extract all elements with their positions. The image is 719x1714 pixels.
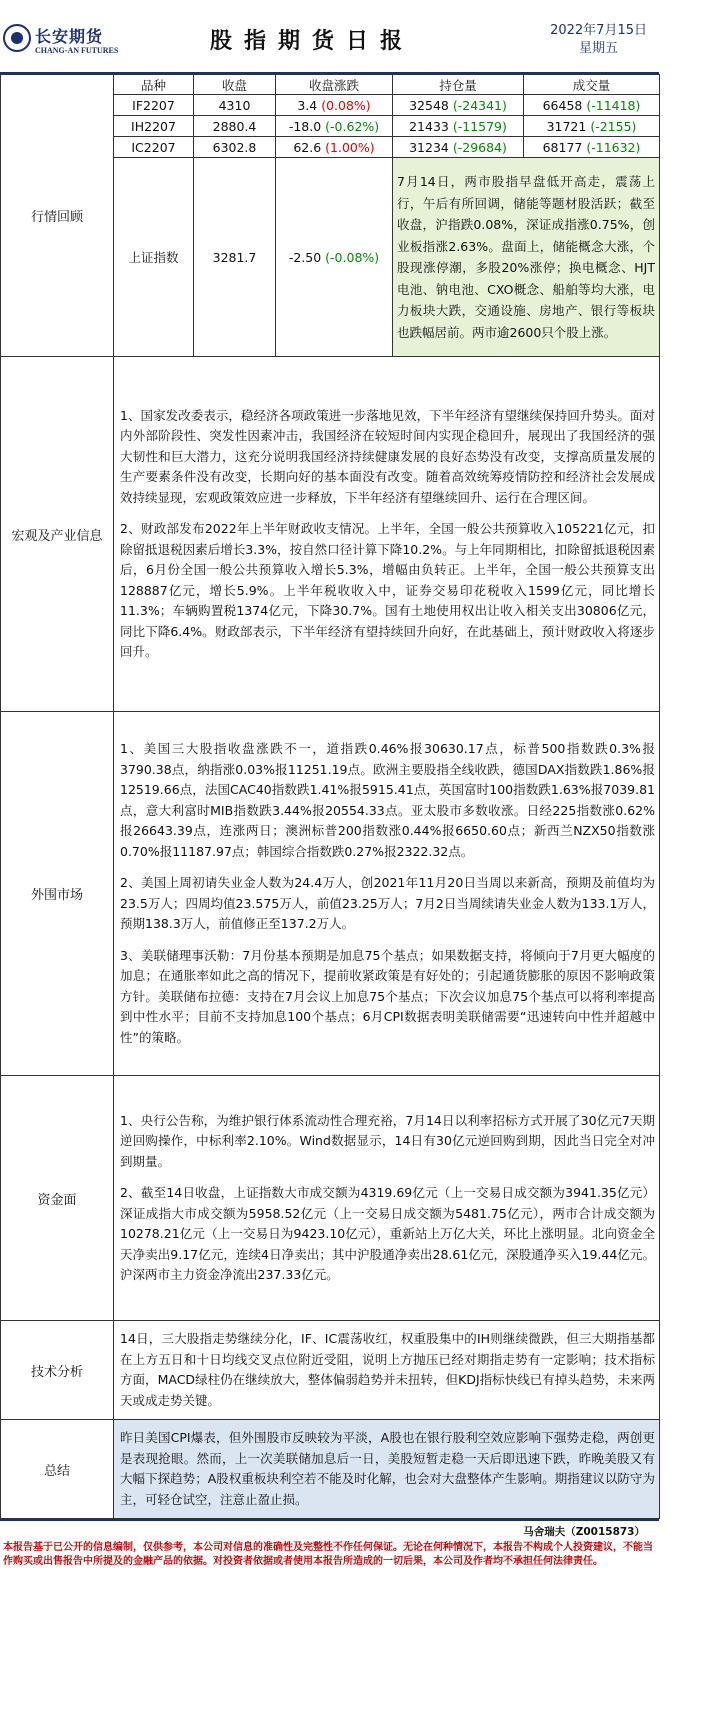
- section-label-technical: 技术分析: [1, 1321, 114, 1420]
- change-percent: (0.08%): [321, 97, 371, 113]
- open-interest-cell: [393, 95, 524, 116]
- volume-cell: [524, 116, 660, 137]
- volume-change: (-11632): [586, 139, 641, 155]
- close-value: 4310: [194, 95, 276, 116]
- report-header: [0, 0, 659, 74]
- section-body-technical: 14日，三大股指走势继续分化，IF、IC震荡收红，权重股集中的IH则继续微跌，但三大期指基都在上方五日和十日均线交叉点位附近受阻，说明上方抛压已经对期指走势有一定影响；技术指标方面，MACD绿柱仍在继续放大，整体偏弱趋势并未扭转，但KDJ指标快线已有掉头趋势，未来两天或成走势关键。: [114, 1321, 660, 1420]
- section-row-overseas: [1, 712, 660, 1076]
- volume-value: 31721: [546, 118, 587, 134]
- change-cell: [276, 116, 393, 137]
- logo-text-en: CHANG-AN FUTURES: [35, 46, 119, 55]
- index-close: 3281.7: [194, 158, 276, 357]
- section-label-market: 行情回顾: [1, 75, 114, 357]
- report-footer: [0, 1519, 659, 1573]
- weekday-text: 星期五: [579, 41, 619, 56]
- section-body-funds: [114, 1076, 660, 1321]
- change-cell: [276, 137, 393, 158]
- logo-emblem-icon: [3, 24, 31, 52]
- volume-cell: [524, 137, 660, 158]
- open-interest-change: (-24341): [452, 97, 507, 113]
- change-cell: [276, 95, 393, 116]
- market-review-text: 7月14日，两市股指早盘低开高走，震荡上行，午后有所回调，储能等题材股活跃；截至收盘，沪指跌0.08%，深证成指涨0.75%，创业板指涨2.63%。盘面上，储能概念大涨，个股现涨停潮，多股20%涨停；换电概念、HJT电池、钠电池、CXO概念、船舶等均大涨，电力板块大跌，交通设施、房地产、银行等板块也跌幅居前。两市逾2600只个股上涨。: [393, 158, 660, 357]
- contract-name: IF2207: [114, 95, 194, 116]
- volume-change: (-11418): [586, 97, 641, 113]
- disclaimer-text: 本报告基于已公开的信息编制，仅供参考，本公司对信息的准确性及完整性不作任何保证。无论在何种情况下，本报告不构成个人投资建议，不能当作购买或出售报告中所提及的金融产品的依据。对投资者依据或者使用本报告所造成的一切后果，本公司及作者均不承担任何法律责任。: [3, 1542, 653, 1567]
- column-header-change: 收盘涨跌: [276, 75, 393, 95]
- funds-paragraph: 2、截至14日收盘，上证指数大市成交额为4319.69亿元（上一交易日成交额为3941.35亿元）深证成指大市成交额为5958.52亿元（上一交易日成交额为5481.75亿元），两市合计成交额为10278.21亿元（上一交易日为9423.10亿元），重新站上万亿大关，环比上涨明显。北向资金全天净卖出9.17亿元，连续4日净卖出；其中沪股通净卖出28.61亿元，深股通净买入19.44亿元。沪深两市主力资金净流出237.33亿元。: [120, 1185, 655, 1282]
- open-interest-value: 32548: [409, 97, 449, 113]
- logo-text-cn: 长安期货: [35, 27, 104, 46]
- index-change-cell: [276, 158, 393, 357]
- funds-paragraph: 1、央行公告称，为维护银行体系流动性合理充裕，7月14日以利率招标方式开展了30亿元7天期逆回购操作，中标利率2.10%。Wind数据显示，14日有30亿元逆回购到期，因此当日完全对冲到期量。: [120, 1112, 655, 1169]
- overseas-paragraph: 3、美联储理事沃勒：7月份基本预期是加息75个基点；如果数据支持，将倾向于7月更大幅度的加息；在通胀率如此之高的情况下，提前收紧政策是有好处的；引起通货膨胀的原因不影响政策方针。美联储布拉德：支持在7月会议上加息75个基点；下次会议加息75个基点可以将利率提高到中性水平；目前不支持加息100个基点；6月CPI数据表明美联储需要“迅速转向中性并超越中性”的策略。: [120, 947, 655, 1045]
- change-percent: (-0.62%): [325, 118, 380, 134]
- change-value: -18.0: [288, 118, 322, 134]
- open-interest-cell: [393, 116, 524, 137]
- index-change-percent: (-0.08%): [325, 249, 380, 265]
- close-value: 2880.4: [194, 116, 276, 137]
- macro-paragraph: 1、国家发改委表示，稳经济各项政策进一步落地见效，下半年经济有望继续保持回升势头。面对内外部阶段性、突发性因素冲击，我国经济在较短时间内实现企稳回升，展现出了我国经济的强大韧性和巨大潜力，这充分说明我国经济持续健康发展的良好态势没有改变，支撑高质量发展的生产要素条件没有改变，长期向好的基本面没有改变。随着高效统筹疫情防控和经济社会发展成效持续显现，宏观政策效应进一步释放，下半年经济有望继续回升、运行在合理区间。: [120, 407, 655, 505]
- column-header-close: 收盘: [194, 75, 276, 95]
- open-interest-change: (-29684): [452, 139, 507, 155]
- report-table: [0, 74, 660, 1519]
- volume-value: 68177: [542, 139, 583, 155]
- section-label-funds: 资金面: [1, 1076, 114, 1321]
- column-header-open-interest: 持仓量: [393, 75, 524, 95]
- contract-name: IH2207: [114, 116, 194, 137]
- section-row-summary: [1, 1420, 660, 1519]
- overseas-paragraph: 1、美国三大股指收盘涨跌不一，道指跌0.46%报30630.17点，标普500指数跌0.3%报3790.38点，纳指涨0.03%报11251.19点。欧洲主要股指全线收跌，德国DAX指数跌1.86%报12519.66点，法国CAC40指数跌1.41%报5915.41点，英国富时100指数跌1.63%报7039.81点，意大利富时MIB指数跌3.44%报20554.33点。亚太股市多数收涨。日经225指数涨0.62%报26643.39点，连涨两日；澳洲标普200指数涨0.44%报6650.60点；新西兰NZX50指数涨0.70%报11187.97点；韩国综合指数跌0.27%报2322.32点。: [120, 741, 655, 859]
- change-value: 3.4: [297, 97, 318, 113]
- date-text: 2022年7月15日: [550, 23, 647, 38]
- open-interest-cell: [393, 137, 524, 158]
- column-header-name: 品种: [114, 75, 194, 95]
- section-label-overseas: 外围市场: [1, 712, 114, 1076]
- volume-cell: [524, 95, 660, 116]
- index-change: -2.50: [288, 249, 322, 265]
- author-name: 马舍瑞夫（Z0015873）: [523, 1526, 645, 1538]
- open-interest-change: (-11579): [452, 118, 507, 134]
- close-value: 6302.8: [194, 137, 276, 158]
- section-label-macro: 宏观及产业信息: [1, 357, 114, 712]
- report-title: 股指期货日报: [210, 29, 415, 54]
- section-body-summary: 昨日美国CPI爆表，但外围股市反映较为平淡，A股也在银行股利空效应影响下强势走稳，两创更是表现抢眼。然而，上一次美联储加息后一日，美股短暂走稳一天后即迅速下跌，昨晚美股又有大幅下探趋势；A股权重板块利空若不能及时化解，也会对大盘整体产生影响。期指建议以防守为主，可轻仓试空，注意止盈止损。: [114, 1420, 660, 1519]
- overseas-paragraph: 2、美国上周初请失业金人数为24.4万人，创2021年11月20日当周以来新高，预期及前值均为23.5万人；四周均值23.575万人，前值23.25万人；7月2日当周续请失业金人数为133.1万人，预期138.3万人，前值修正至137.2万人。: [120, 875, 655, 931]
- report-date: [550, 22, 647, 58]
- change-percent: (1.00%): [325, 139, 375, 155]
- table-header-row: [1, 75, 660, 95]
- macro-paragraph: 2、财政部发布2022年上半年财政收支情况。上半年，全国一般公共预算收入105221亿元，扣除留抵退税因素后增长3.3%，按自然口径计算下降10.2%。与上年同期相比，扣除留抵退税因素后，6月份全国一般公共预算收入增长5.3%，增幅由负转正。上半年，全国一般公共预算支出128887亿元，增长5.9%。上半年税收收入中，证券交易印花税收入1599亿元，同比增长11.3%；车辆购置税1374亿元，下降30.7%。国有土地使用权出让收入相关支出30806亿元，同比下降6.4%。财政部表示，下半年经济有望持续回升向好，在此基础上，预计财政收入将逐步回升。: [120, 521, 655, 659]
- section-body-overseas: [114, 712, 660, 1076]
- contract-name: IC2207: [114, 137, 194, 158]
- column-header-volume: 成交量: [524, 75, 660, 95]
- index-name: 上证指数: [114, 158, 194, 357]
- volume-change: (-2155): [590, 118, 637, 134]
- section-row-macro: [1, 357, 660, 712]
- section-body-macro: [114, 357, 660, 712]
- volume-value: 66458: [542, 97, 583, 113]
- change-value: 62.6: [293, 139, 322, 155]
- open-interest-value: 21433: [409, 118, 449, 134]
- section-label-summary: 总结: [1, 1420, 114, 1519]
- company-logo: [3, 14, 119, 62]
- section-row-funds: [1, 1076, 660, 1321]
- open-interest-value: 31234: [409, 139, 449, 155]
- section-row-technical: [1, 1321, 660, 1420]
